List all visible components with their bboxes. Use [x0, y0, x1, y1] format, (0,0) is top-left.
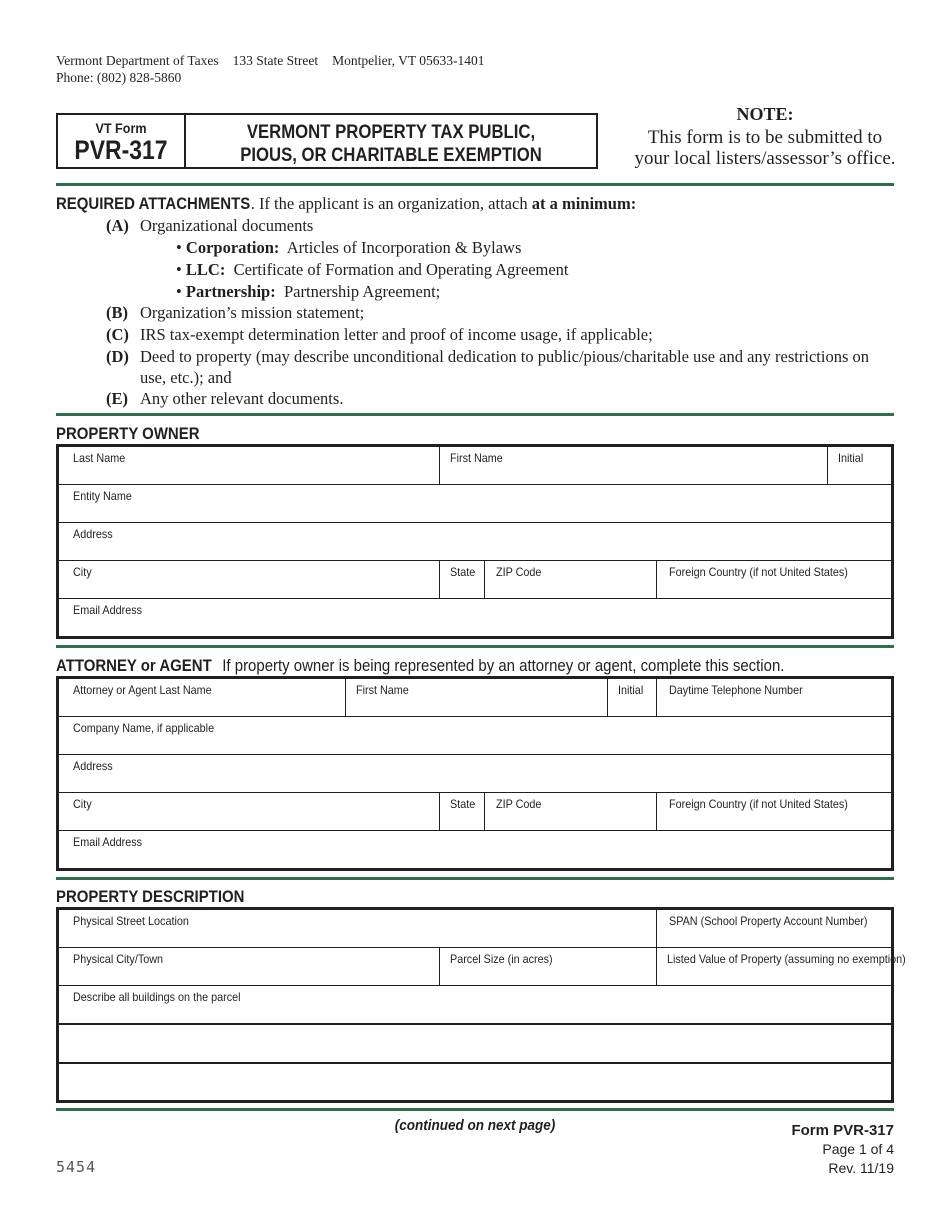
bullet-llc: • LLC: Certificate of Formation and Operating Agreement	[176, 260, 569, 279]
required-attachments-label: REQUIRED ATTACHMENTS	[56, 194, 251, 213]
bullet-corporation: • Corporation: Articles of Incorporation & Bylaws	[176, 238, 522, 257]
attorney-agent-heading: ATTORNEY or AGENT If property owner is being represented by an attorney or agent, complete this section.	[56, 656, 785, 675]
dept-name: Vermont Department of Taxes	[56, 53, 219, 68]
agent-company-field[interactable]: Company Name, if applicable	[59, 717, 891, 755]
desc-row-town	[59, 948, 906, 986]
divider	[56, 183, 894, 186]
span-field[interactable]: SPAN (School Property Account Number)	[656, 910, 891, 947]
footer-form-number: Form PVR-317	[791, 1122, 894, 1139]
buildings-line-3[interactable]	[59, 1064, 891, 1100]
form-id	[58, 115, 186, 167]
continued-note: (continued on next page)	[394, 1117, 556, 1134]
attachment-a: (A) Organizational documents	[106, 216, 314, 235]
physical-town-field[interactable]: Physical City/Town	[73, 952, 164, 966]
required-attachments-heading	[56, 194, 916, 214]
agent-row-city	[59, 793, 891, 831]
form-title-box	[56, 113, 598, 169]
owner-email-field[interactable]: Email Address	[73, 603, 143, 617]
owner-zip-field[interactable]: ZIP Code	[484, 561, 657, 598]
dept-city: Montpelier, VT 05633-1401	[332, 53, 485, 68]
form-title-line2: PIOUS, OR CHARITABLE EXEMPTION	[240, 145, 542, 166]
note-line1: This form is to be submitted to	[647, 127, 883, 148]
form-title-line1: VERMONT PROPERTY TAX PUBLIC,	[246, 122, 536, 143]
agent-initial-field[interactable]: Initial	[607, 679, 657, 716]
owner-country-field[interactable]: Foreign Country (if not United States)	[656, 561, 891, 598]
owner-city-field[interactable]: City	[73, 565, 92, 579]
agent-email-field[interactable]: Email Address	[73, 835, 143, 849]
listed-value-field[interactable]: Listed Value of Property (assuming no exemption)	[656, 948, 891, 985]
owner-entity-field[interactable]: Entity Name	[59, 485, 891, 523]
agent-last-name-field[interactable]: Attorney or Agent Last Name	[73, 683, 212, 697]
form-prefix: VT Form	[95, 120, 147, 136]
dept-phone: Phone: (802) 828-5860	[56, 70, 182, 85]
form-number: PVR-317	[74, 135, 168, 165]
bullet-partnership: • Partnership: Partnership Agreement;	[176, 282, 441, 301]
footer-page: Page 1 of 4	[822, 1141, 894, 1157]
agent-country-field[interactable]: Foreign Country (if not United States)	[656, 793, 891, 830]
divider	[56, 877, 894, 880]
form-code: 5454	[56, 1158, 97, 1176]
attachment-d-cont: use, etc.); and	[140, 368, 232, 387]
agent-address-field[interactable]: Address	[59, 755, 891, 793]
owner-initial-field[interactable]: Initial	[827, 447, 891, 484]
divider	[56, 413, 894, 416]
agent-first-name-field[interactable]: First Name	[345, 679, 608, 716]
attachment-b: (B) Organization’s mission statement;	[106, 303, 365, 322]
owner-state-field[interactable]: State	[439, 561, 485, 598]
attachment-e: (E) Any other relevant documents.	[106, 389, 344, 408]
agent-state-field[interactable]: State	[439, 793, 485, 830]
divider	[56, 645, 894, 648]
attachment-c: (C) IRS tax-exempt determination letter and proof of income usage, if applicable;	[106, 325, 653, 344]
property-description-heading: PROPERTY DESCRIPTION	[56, 887, 245, 906]
department-address	[56, 52, 498, 86]
owner-row-city	[59, 561, 891, 599]
property-owner-grid	[56, 444, 894, 639]
buildings-line-2[interactable]	[59, 1025, 891, 1064]
note-heading: NOTE:	[736, 104, 794, 124]
form-footer	[791, 1121, 894, 1178]
attorney-agent-subheading: If property owner is being represented by an attorney or agent, complete this section.	[222, 656, 785, 675]
owner-address-field[interactable]: Address	[59, 523, 891, 561]
owner-row-name	[59, 447, 891, 485]
footer-revision: Rev. 11/19	[828, 1160, 894, 1176]
agent-phone-field[interactable]: Daytime Telephone Number	[656, 679, 891, 716]
note-line2: your local listers/assessor’s office.	[634, 148, 896, 169]
owner-first-name-field[interactable]: First Name	[439, 447, 828, 484]
agent-zip-field[interactable]: ZIP Code	[484, 793, 657, 830]
owner-last-name-field[interactable]: Last Name	[73, 451, 126, 465]
submission-note	[626, 104, 904, 169]
required-attachments-intro-bold: at a minimum:	[531, 194, 637, 213]
parcel-size-field[interactable]: Parcel Size (in acres)	[439, 948, 657, 985]
required-attachments-intro: . If the applicant is an organization, attach	[250, 194, 532, 213]
physical-street-field[interactable]: Physical Street Location	[73, 914, 189, 928]
property-owner-heading: PROPERTY OWNER	[56, 424, 200, 443]
agent-city-field[interactable]: City	[73, 797, 92, 811]
desc-row-street	[59, 910, 891, 948]
agent-row-name	[59, 679, 891, 717]
divider	[56, 1108, 894, 1111]
property-description-grid	[56, 907, 906, 1103]
buildings-description-field[interactable]: Describe all buildings on the parcel	[59, 986, 891, 1025]
dept-street: 133 State Street	[232, 53, 319, 68]
form-title	[211, 115, 572, 167]
attorney-agent-grid	[56, 676, 894, 871]
attachment-d: (D) Deed to property (may describe unconditional dedication to public/pious/charitable use and any restrictions on	[106, 347, 869, 366]
